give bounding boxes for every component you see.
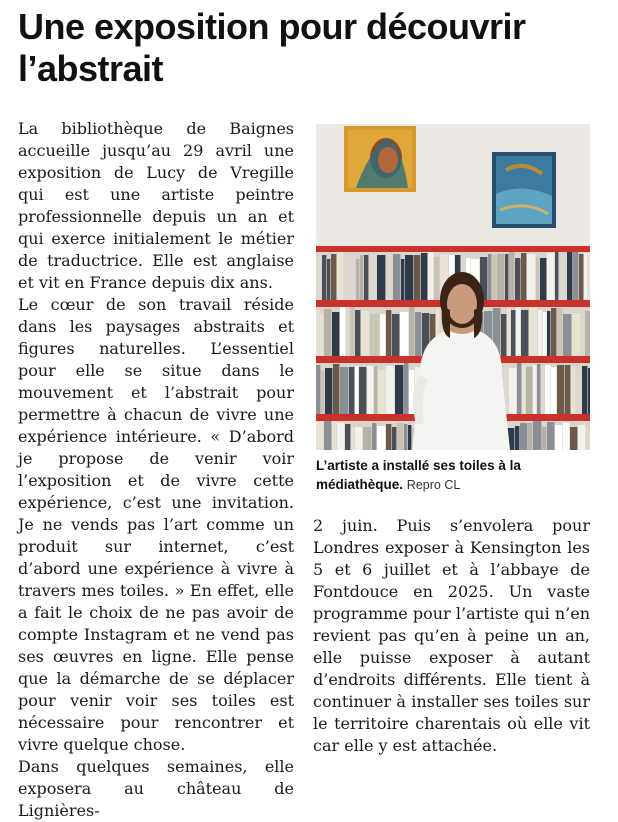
book-spine	[434, 257, 439, 300]
book-spine	[345, 424, 350, 450]
painting-portrait	[344, 126, 416, 192]
book-spine	[511, 310, 515, 356]
article-paragraph: 2 juin. Puis s’envolera pour Londres exposer à Kensington les 5 et 6 juillet et à l’abbaye de Fontdouce en 2025. Un vaste programme pour l’artiste qui n’en revient pas qu’en à peine un an, elle puisse exposer à autant d’endroits différents. Elle tient à continuer à installer ses toiles sur le territoire charentais où elle vit car elle y est attachée.	[313, 516, 590, 755]
book-spine	[516, 307, 520, 356]
book-spine	[538, 310, 542, 356]
book-spine	[359, 367, 366, 414]
book-spine	[361, 311, 369, 356]
book-spine	[576, 369, 581, 414]
book-spine	[527, 254, 535, 300]
book-spine	[555, 252, 558, 300]
photo-caption	[316, 456, 596, 495]
article-column-left	[18, 118, 294, 822]
book-spine	[533, 421, 541, 450]
book-spine	[526, 367, 532, 414]
book-spine	[377, 426, 385, 450]
book-spine	[374, 314, 379, 356]
book-spine	[492, 255, 496, 300]
article-column-right	[313, 515, 590, 757]
book-spine	[588, 368, 590, 414]
book-spine	[349, 367, 354, 414]
book-spine	[529, 307, 537, 356]
book-spine	[545, 365, 550, 414]
book-spine	[324, 421, 331, 450]
book-spine	[570, 427, 577, 450]
book-spine	[509, 368, 516, 414]
book-spine	[363, 427, 371, 450]
book-spine	[324, 309, 331, 356]
book-spine	[515, 258, 520, 300]
book-spine	[337, 252, 343, 300]
book-spine	[316, 365, 320, 414]
book-spine	[404, 424, 407, 450]
book-spine	[572, 313, 580, 356]
book-spine	[400, 312, 408, 356]
book-spine	[386, 254, 392, 300]
book-spine	[369, 254, 376, 300]
book-spine	[349, 255, 355, 300]
book-spine	[320, 313, 323, 356]
book-spine	[351, 427, 354, 450]
book-spine	[509, 252, 514, 300]
book-spine	[488, 254, 491, 300]
book-spine	[415, 312, 421, 356]
book-spine	[517, 363, 521, 414]
book-spine	[332, 421, 336, 450]
book-spine	[537, 364, 540, 414]
book-spine	[372, 423, 376, 450]
book-spine	[582, 366, 587, 414]
book-spine	[414, 255, 420, 300]
book-spine	[428, 252, 433, 300]
book-spine	[344, 257, 348, 300]
book-spine	[355, 366, 358, 414]
photo-illustration	[316, 124, 590, 450]
book-spine	[555, 425, 562, 450]
book-spine	[563, 423, 569, 450]
book-spine	[551, 308, 556, 356]
book-spine	[505, 254, 508, 300]
book-spine	[540, 258, 546, 300]
book-spine	[331, 254, 336, 300]
book-spine	[340, 307, 345, 356]
headline: Une exposition pour découvrir l’abstrait	[18, 6, 526, 89]
book-spine	[521, 310, 528, 356]
book-spine	[377, 255, 385, 300]
book-spine	[386, 310, 391, 356]
book-spine	[316, 256, 321, 300]
book-spine	[551, 367, 556, 414]
book-spine	[515, 426, 519, 450]
book-spine	[543, 312, 546, 356]
book-spine	[547, 311, 550, 356]
book-spine	[404, 363, 408, 414]
book-spine	[356, 259, 359, 300]
book-spine	[325, 368, 332, 414]
book-spine	[579, 254, 583, 300]
book-spine	[571, 367, 575, 414]
book-spine	[573, 252, 578, 300]
book-spine	[521, 253, 526, 300]
book-spine	[337, 423, 344, 450]
book-spine	[584, 253, 587, 300]
book-spine	[386, 366, 394, 414]
book-spine	[346, 307, 349, 356]
book-spine	[332, 312, 339, 356]
book-spine	[408, 425, 411, 450]
book-spine	[522, 365, 525, 414]
book-spine	[316, 421, 323, 450]
book-spine	[559, 258, 566, 300]
book-spine	[497, 254, 504, 300]
book-spine	[507, 308, 510, 356]
book-spine	[374, 366, 377, 414]
book-spine	[536, 257, 539, 300]
book-spine	[401, 259, 404, 300]
book-spine	[393, 254, 400, 300]
book-spine	[567, 252, 572, 300]
article-paragraph: Le cœur de son travail réside dans les paysages abstraits et figures naturelles. L’essentiel pour elle se situe dans le mouvement et l’abstrait pour permettre à chacun de vivre une expérience intérieure. « D’abord je propose de venir voir l’exposition et de vivre cette expérience, c’est une invitation. Je ne vends pas l’art comme un produit sur internet, c’est d’abord une expérience à vivre à travers mes toiles. » En effet, elle a fait le choix de ne pas avoir de compte Instagram et ne vend pas ses œuvres en ligne. Elle pense que la démarche de se déplacer pour venir voir ses toiles est nécessaire pour rencontrer et vivre quelque chose.	[18, 295, 294, 754]
book-spine	[421, 253, 427, 300]
book-spine	[360, 255, 363, 300]
book-spine	[557, 365, 564, 414]
book-spine	[547, 422, 554, 450]
artist-photo	[316, 124, 590, 450]
book-spine	[386, 424, 391, 450]
book-spine	[392, 427, 396, 450]
book-spine	[397, 423, 403, 450]
book-spine	[588, 252, 590, 300]
book-spine	[370, 314, 373, 356]
book-spine	[520, 423, 527, 450]
book-spine	[542, 427, 546, 450]
book-spine	[316, 310, 319, 356]
book-spine	[581, 308, 584, 356]
photo-credit: Repro CL	[406, 478, 461, 492]
book-spine	[585, 311, 590, 356]
book-spine	[528, 423, 532, 450]
book-spine	[395, 365, 403, 414]
book-spine	[547, 253, 554, 300]
book-spine	[409, 307, 414, 356]
article-paragraph: Dans quelques semaines, elle exposera au château de Lignières-	[18, 757, 294, 820]
book-spine	[501, 314, 506, 356]
book-spine	[364, 255, 368, 300]
book-spine	[350, 307, 354, 356]
book-spine	[586, 428, 590, 450]
book-spine	[405, 255, 413, 300]
book-spine	[327, 259, 330, 300]
book-spine	[533, 365, 536, 414]
book-spine	[355, 427, 362, 450]
book-spine	[367, 366, 373, 414]
book-spine	[378, 370, 385, 414]
book-spine	[380, 314, 385, 356]
book-spine	[578, 425, 585, 450]
book-spine	[321, 370, 324, 414]
book-spine	[333, 364, 339, 414]
book-spine	[340, 367, 348, 414]
book-spine	[392, 314, 399, 356]
book-spine	[565, 365, 570, 414]
book-spine	[541, 365, 544, 414]
book-spine	[557, 308, 562, 356]
book-spine	[563, 314, 571, 356]
painting-landscape	[492, 152, 556, 228]
book-spine	[355, 310, 360, 356]
article-paragraph: La bibliothèque de Baignes accueille jusqu’au 29 avril une exposition de Lucy de Vregille qui est une artiste peintre professionnelle depuis un an et qui exerce initialement le métier de traductrice. Elle est anglaise et vit en France depuis dix ans.	[18, 119, 294, 292]
book-spine	[322, 255, 326, 300]
caption-text: L’artiste a installé ses toiles à la médiathèque.	[316, 458, 521, 492]
